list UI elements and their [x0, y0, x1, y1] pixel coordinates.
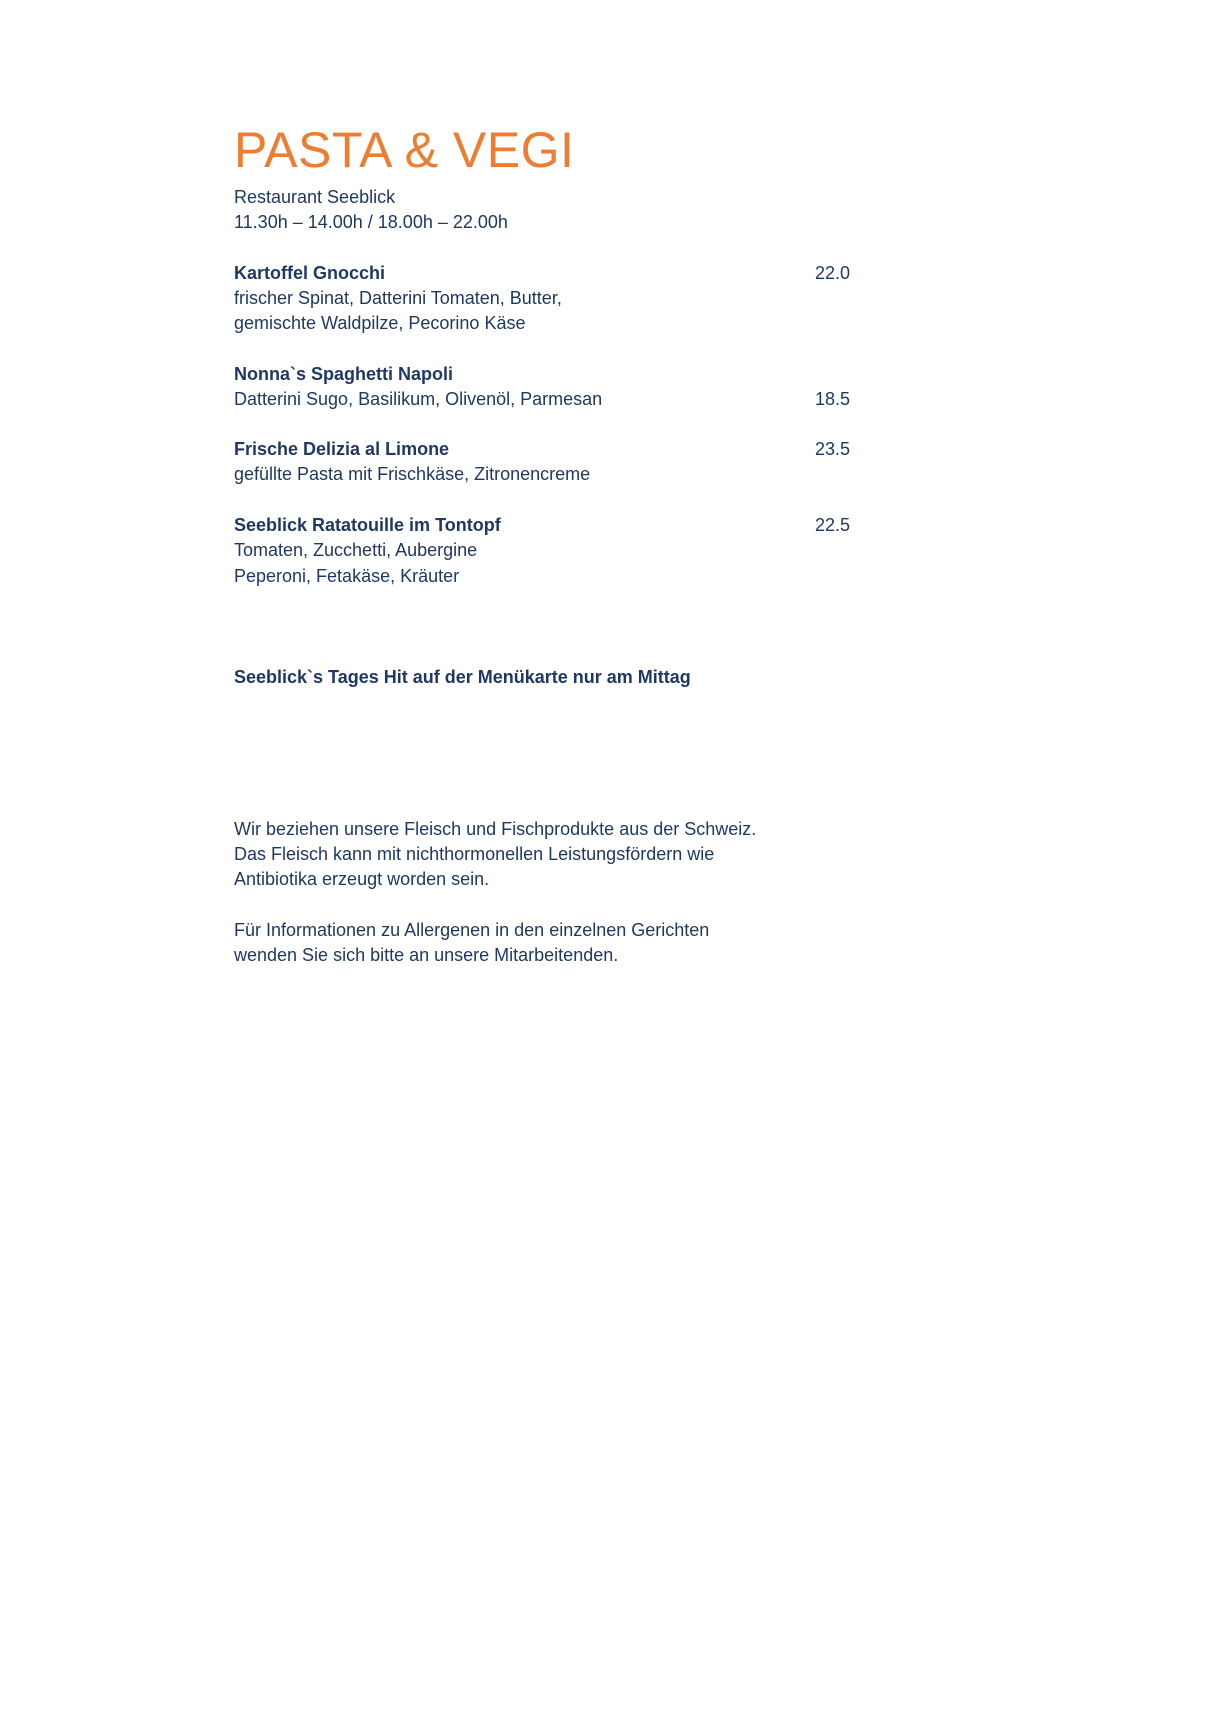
note-line: wenden Sie sich bitte an unsere Mitarbeitenden.	[234, 945, 619, 965]
restaurant-name: Restaurant Seeblick	[234, 187, 396, 207]
menu-item-price: 18.5	[815, 389, 851, 409]
opening-hours: 11.30h – 14.00h / 18.00h – 22.00h	[234, 212, 508, 232]
page-title: PASTA & VEGI	[234, 122, 575, 178]
note-line: Für Informationen zu Allergenen in den einzelnen Gerichten	[234, 920, 710, 940]
menu-item-description: Peperoni, Fetakäse, Kräuter	[234, 566, 460, 586]
menu-item-price: 22.5	[815, 515, 851, 535]
note-line: Das Fleisch kann mit nichthormonellen Leistungsfördern wie	[234, 844, 715, 864]
menu-item-description: Tomaten, Zucchetti, Aubergine	[234, 540, 478, 560]
menu-item-name: Seeblick Ratatouille im Tontopf	[234, 515, 501, 535]
menu-item-description: Datterini Sugo, Basilikum, Olivenöl, Parmesan	[234, 389, 603, 409]
daily-hit-notice: Seeblick`s Tages Hit auf der Menükarte nur am Mittag	[234, 667, 691, 687]
menu-item-price: 22.0	[815, 263, 851, 283]
note-line: Wir beziehen unsere Fleisch und Fischprodukte aus der Schweiz.	[234, 819, 757, 839]
menu-item-description: frischer Spinat, Datterini Tomaten, Butter,	[234, 288, 562, 308]
menu-item-description: gemischte Waldpilze, Pecorino Käse	[234, 313, 526, 333]
menu-item-name: Kartoffel Gnocchi	[234, 263, 386, 283]
menu-item-name: Frische Delizia al Limone	[234, 439, 450, 459]
menu-item-name: Nonna`s Spaghetti Napoli	[234, 364, 454, 384]
menu-item-description: gefüllte Pasta mit Frischkäse, Zitronencreme	[234, 464, 591, 484]
menu-item-price: 23.5	[815, 439, 851, 459]
note-line: Antibiotika erzeugt worden sein.	[234, 869, 490, 889]
